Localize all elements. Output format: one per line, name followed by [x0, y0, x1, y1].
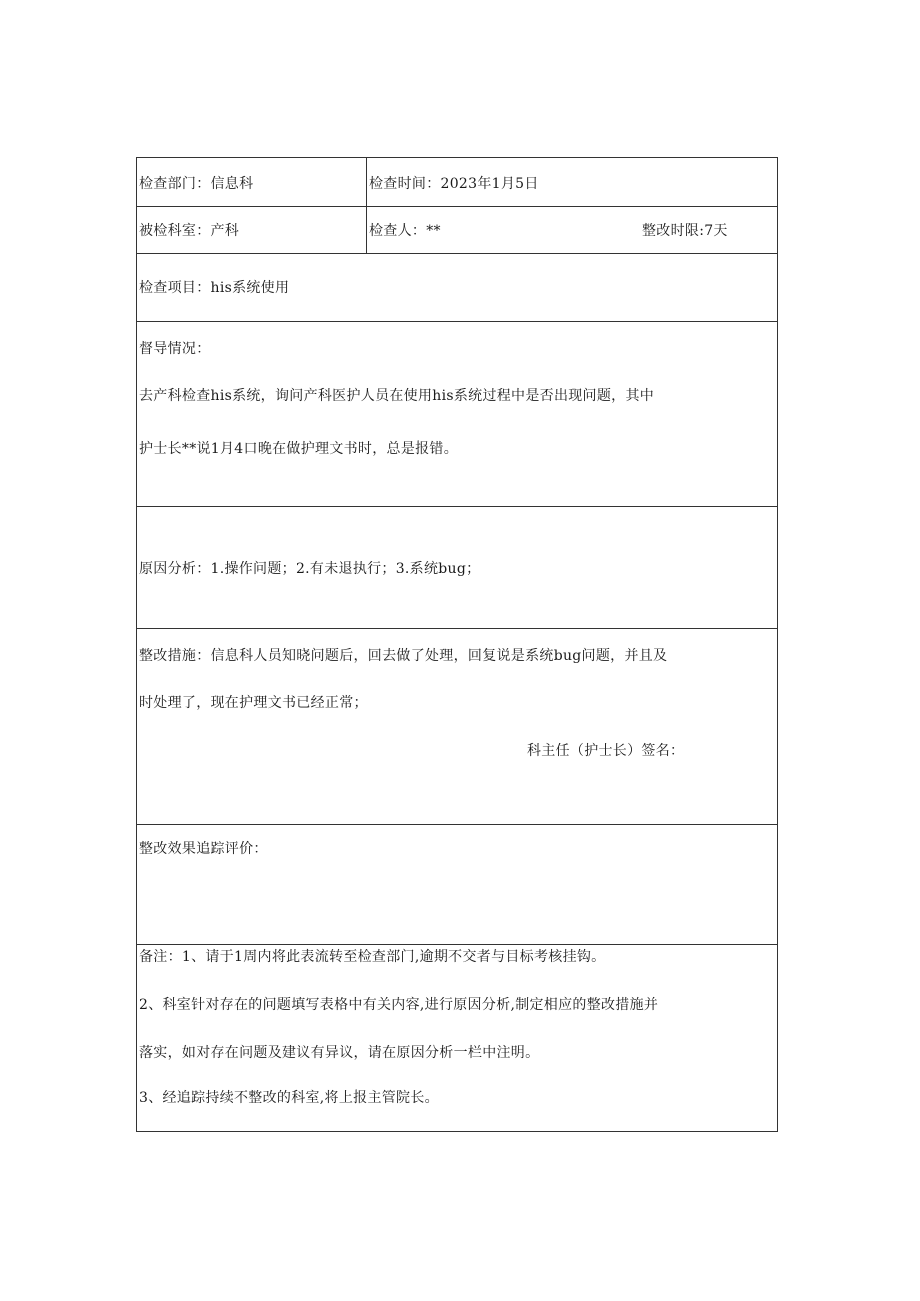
- deadline-field: 整改时限:7天: [642, 223, 728, 239]
- notes-line: 备注：1、请于1周内将此表流转至检查部门,逾期不交者与目标考核挂钩。: [139, 949, 606, 965]
- inspected-department-field: 被检科室：产科: [139, 223, 240, 239]
- supervision-text-line: 去产科检查his系统，询问产科医护人员在使用his系统过程中是否出现问题，其中: [139, 388, 655, 404]
- inspection-form: [136, 157, 778, 1132]
- row-divider: [137, 824, 777, 825]
- inspection-project-field: 检查项目：his系统使用: [139, 280, 290, 296]
- row-divider: [137, 253, 777, 254]
- row-divider: [137, 628, 777, 629]
- rectification-text-line: 时处理了，现在护理文书已经正常；: [139, 695, 368, 711]
- department-field: 检查部门：信息科: [139, 176, 254, 192]
- supervision-label: 督导情况：: [139, 341, 211, 357]
- notes-line: 3、经追踪持续不整改的科室,将上报主管院长。: [139, 1090, 439, 1106]
- notes-line: 落实，如对存在问题及建议有异议，请在原因分析一栏中注明。: [139, 1045, 540, 1061]
- row-divider: [137, 321, 777, 322]
- cause-analysis-field: 原因分析：1.操作问题；2.有未退执行；3.系统bug；: [139, 561, 481, 577]
- row-divider: [137, 206, 777, 207]
- row-divider: [137, 506, 777, 507]
- notes-line: 2、科室针对存在的问题填写表格中有关内容,进行原因分析,制定相应的整改措施并: [139, 997, 659, 1013]
- inspection-time-field: 检查时间：2023年1月5日: [369, 176, 539, 192]
- evaluation-label: 整改效果追踪评价：: [139, 841, 268, 857]
- inspector-field: 检查人：**: [369, 223, 441, 239]
- row-divider: [137, 944, 777, 945]
- rectification-text-line: 整改措施：信息科人员知晓问题后，回去做了处理，回复说是系统bug问题，并且及: [139, 648, 668, 664]
- supervision-text-line: 护士长**说1月4口晚在做护理文书时，总是报错。: [139, 441, 459, 457]
- column-divider: [366, 158, 367, 253]
- signature-label: 科主任（护士长）签名：: [527, 743, 685, 759]
